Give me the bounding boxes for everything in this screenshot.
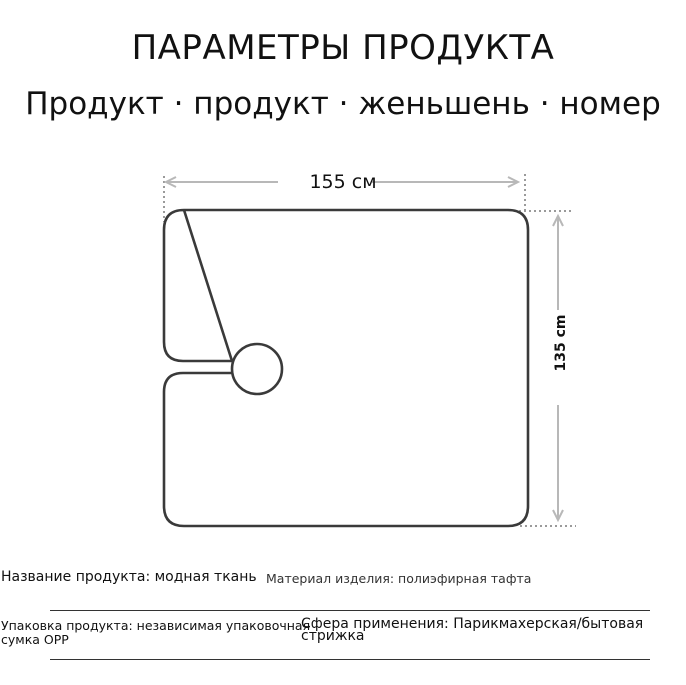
- height-label: 135 cm: [553, 314, 569, 372]
- cape-outline: [164, 210, 528, 526]
- divider-2: [50, 659, 650, 660]
- spec-scope: Сфера применения: Парикмахерская/бытовая стрижка: [301, 616, 644, 644]
- spec-material: Материал изделия: полиэфирная тафта: [266, 571, 532, 586]
- spec-packaging: Упаковка продукта: независимая упаковочная сумка OPP: [1, 618, 311, 647]
- width-label: 155 см: [309, 171, 377, 193]
- page-title: ПАРАМЕТРЫ ПРОДУКТА: [131, 28, 555, 68]
- divider-1: [50, 610, 650, 611]
- page-subtitle: Продукт · продукт · женьшень · номер: [25, 86, 661, 122]
- neck-hole: [232, 344, 282, 394]
- spec-product-name: Название продукта: модная ткань: [1, 569, 257, 585]
